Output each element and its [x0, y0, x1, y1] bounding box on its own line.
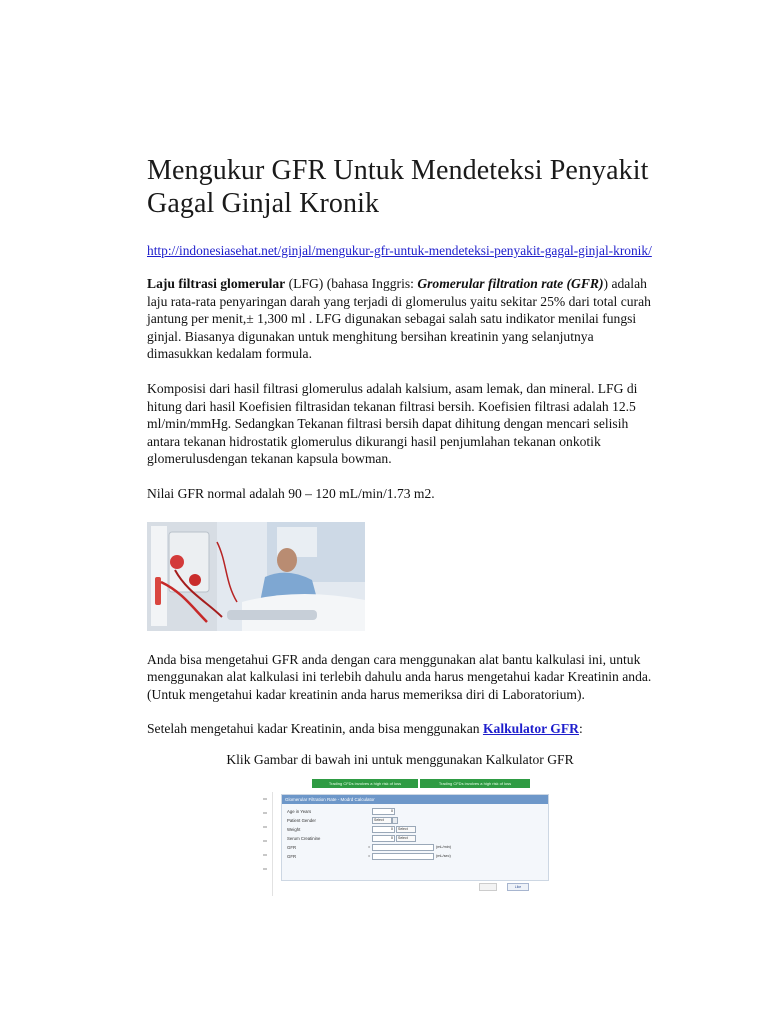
article: [147, 154, 653, 896]
english-term: Gromerular filtration rate (GFR): [417, 276, 604, 291]
row-creatinine-label: Serum Creatinine: [287, 835, 321, 841]
gender-select[interactable]: Select: [372, 817, 392, 824]
age-input[interactable]: 0: [372, 808, 395, 815]
image-caption: Klik Gambar di bawah ini untuk menggunakan Kalkulator GFR: [226, 751, 574, 767]
gfr-sec-unit: (mL/sec): [436, 853, 451, 858]
link-prefix: Setelah mengetahui kadar Kreatinin, anda bisa menggunakan: [147, 721, 483, 737]
paragraph-calculator-intro: Anda bisa mengetahui GFR anda dengan cara menggunakan alat bantu kalkulasi ini, untuk menggunakan alat kalkulasi ini terlebih dahulu anda harus mengetahui kadar Kreatinin anda. (Untuk mengetahui kadar kreatinin anda harus memeriksa diri di Laboratorium).: [147, 651, 652, 702]
calculator-footer: [281, 882, 547, 890]
creatinine-unit-select[interactable]: Select: [396, 835, 416, 842]
paragraph-calculator-link: [147, 720, 653, 738]
gfr-sec-output[interactable]: [372, 853, 434, 860]
ad-banner-left[interactable]: Trading CFDs involves a high risk of loss: [312, 779, 418, 788]
gfr-min-output[interactable]: [372, 844, 434, 851]
row-weight-label: Weight: [287, 826, 301, 832]
dialysis-illustration: [147, 522, 365, 631]
source-link[interactable]: http://indonesiasehat.net/ginjal/mengukur-gfr-untuk-mendeteksi-penyakit-gagal-ginjal-kronik/: [147, 243, 652, 258]
term-lfg: Laju filtrasi glomerular: [147, 276, 286, 291]
sidebar-strip: [258, 792, 273, 896]
calculator-screenshot[interactable]: [258, 779, 548, 896]
row-gfr-min-label: GFR: [287, 844, 297, 850]
gfr-min-unit: (mL/min): [436, 844, 451, 849]
abbr-text: (LFG) (bahasa Inggris:: [285, 276, 418, 291]
gender-select-arrow-icon[interactable]: [392, 817, 398, 824]
share-icon[interactable]: [479, 883, 497, 891]
weight-unit-select[interactable]: Select: [396, 826, 416, 833]
paragraph-composition: Komposisi dari hasil filtrasi glomerulus adalah kalsium, asam lemak, dan mineral. LFG di hitung dari hasil Koefisien filtrasidan tekanan filtrasi bersih. Koefisien filtrasi adalah 12.5 ml/min/mmHg. Sedangkan Tekanan filtrasi bersih dapat dihitung dengan mencari selisih antara tekanan hidrostatik glomerulus dikurangi hasil penjumlahan tekanan onkotik glomerulusdengan tekanan kapsula bowman.: [147, 380, 638, 467]
creatinine-input[interactable]: 0: [372, 835, 395, 842]
like-button[interactable]: Like: [507, 883, 529, 891]
gfr-sec-equals: =: [368, 853, 371, 858]
row-gfr-sec-label: GFR: [287, 853, 297, 859]
gfr-calculator-link[interactable]: Kalkulator GFR: [482, 721, 579, 737]
weight-input[interactable]: 0: [372, 826, 395, 833]
row-age-label: Age in Years: [287, 808, 312, 814]
ad-banner-right[interactable]: Trading CFDs involves a high risk of loss: [420, 779, 530, 788]
paragraph-normal-gfr: Nilai GFR normal adalah 90 – 120 mL/min/1.73 m2.: [147, 485, 435, 501]
gfr-min-equals: =: [368, 844, 371, 849]
paragraph-definition: [147, 275, 653, 363]
definition-rest: ) adalah laju rata-rata penyaringan darah yang terjadi di glomerulus yaitu sekitar 25% dari total curah jantung per menit,± 1,300 ml . LFG digunakan sebagai salah satu indikator menilai fungsi ginjal. Biasanya digunakan untuk menghitung bersihan kreatinin yang selanjutnya dimasukkan kedalam formula.: [147, 276, 651, 362]
calculator-header: Glomerular Filtration Rate - Modrd Calculator: [282, 795, 548, 804]
gfr-calculator-form: [281, 794, 549, 881]
row-gender-label: Patient Gender: [287, 817, 316, 823]
link-suffix: :: [579, 721, 583, 737]
dialysis-photo: [147, 522, 365, 631]
page-title: Mengukur GFR Untuk Mendeteksi Penyakit Gagal Ginjal Kronik: [147, 155, 649, 219]
